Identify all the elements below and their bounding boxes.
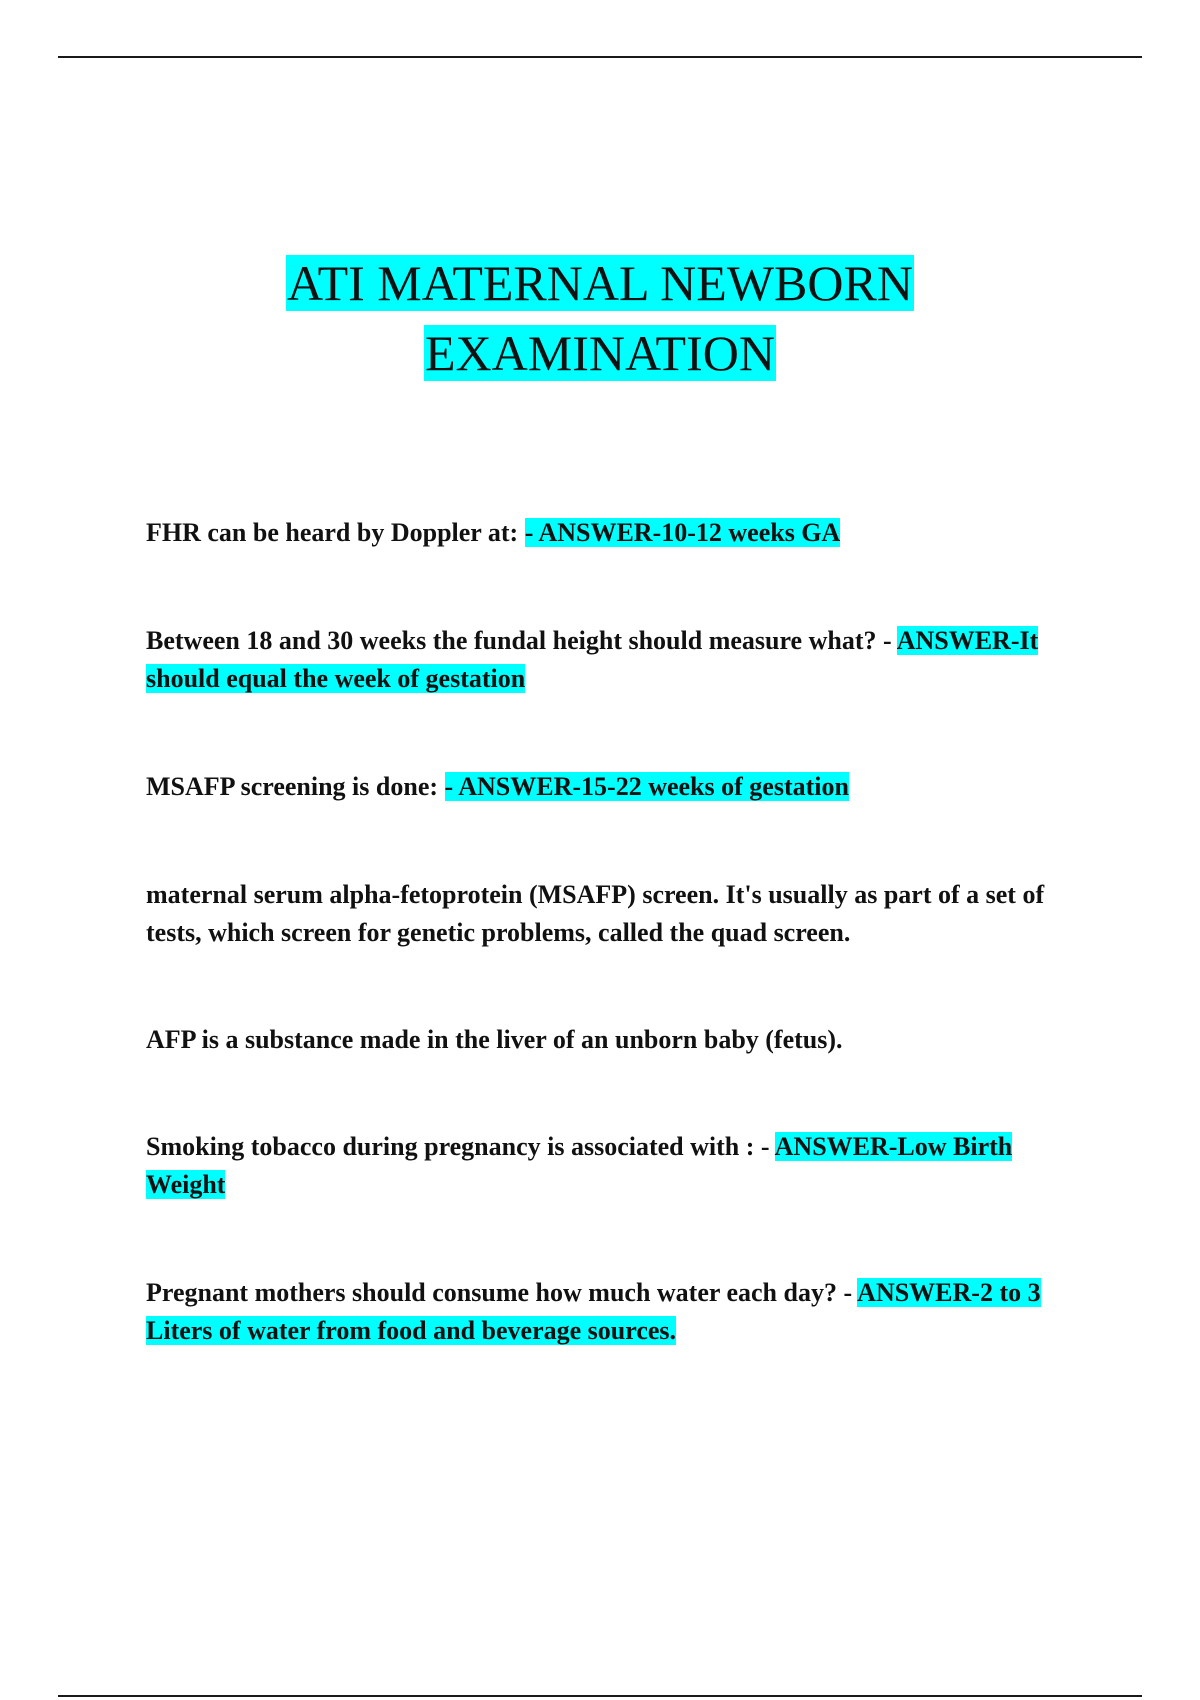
header-rule — [58, 56, 1142, 58]
answer-text: ANSWER-It should equal the week of gestation — [146, 626, 1039, 693]
answer-text: ANSWER-2 to 3 Liters of water from food and beverage sources. — [146, 1278, 1041, 1345]
note-text: AFP is a substance made in the liver of an unborn baby (fetus). — [146, 1025, 843, 1054]
qa-item-fundal-height — [146, 622, 1096, 698]
question-text: Pregnant mothers should consume how much water each day? - — [146, 1278, 858, 1307]
question-text: FHR can be heard by Doppler at: — [146, 518, 525, 547]
footer-rule — [58, 1695, 1142, 1697]
question-text: Smoking tobacco during pregnancy is associated with : - — [146, 1132, 775, 1161]
title-line-2: EXAMINATION — [425, 325, 775, 381]
note-afp-description — [146, 1021, 1096, 1059]
qa-item-msafp — [146, 768, 1096, 806]
answer-text: - ANSWER-10-12 weeks GA — [524, 518, 841, 547]
question-text: Between 18 and 30 weeks the fundal height should measure what? - — [146, 626, 897, 655]
page-title — [0, 248, 1200, 388]
answer-text: - ANSWER-15-22 weeks of gestation — [444, 772, 849, 801]
qa-item-fhr — [146, 514, 1096, 552]
note-msafp-description — [146, 876, 1096, 952]
qa-item-smoking — [146, 1128, 1096, 1204]
qa-item-water — [146, 1274, 1096, 1350]
title-line-1: ATI MATERNAL NEWBORN — [287, 255, 913, 311]
question-text: MSAFP screening is done: — [146, 772, 445, 801]
answer-text: ANSWER-Low Birth Weight — [146, 1132, 1013, 1199]
note-text: maternal serum alpha-fetoprotein (MSAFP) screen. It's usually as part of a set of tests, which screen for genetic problems, called the quad screen. — [146, 880, 1045, 947]
